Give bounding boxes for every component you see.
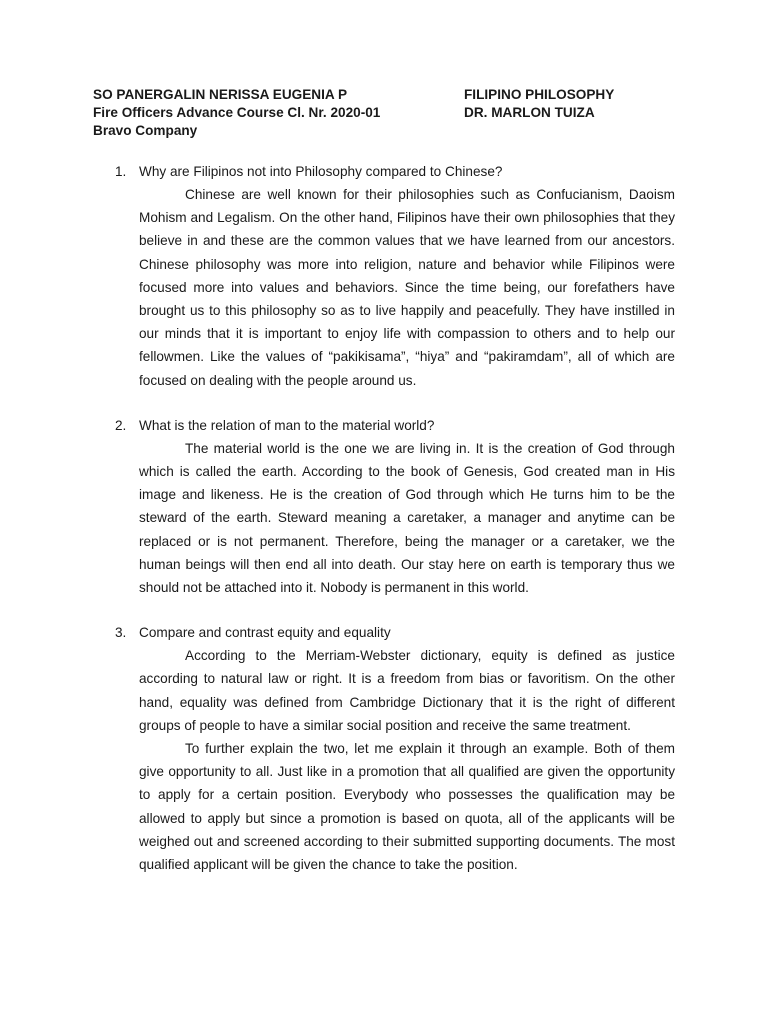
subject-title: FILIPINO PHILOSOPHY — [464, 87, 615, 102]
question-heading — [115, 621, 675, 644]
question-text: Why are Filipinos not into Philosophy compared to Chinese? — [139, 164, 503, 179]
instructor-name: DR. MARLON TUIZA — [464, 105, 595, 120]
question-block-1 — [115, 160, 675, 392]
question-number: 2. — [115, 417, 127, 433]
question-block-3 — [115, 621, 675, 876]
student-name: SO PANERGALIN NERISSA EUGENIA P — [93, 87, 348, 102]
section-spacer — [115, 392, 675, 414]
answer-paragraph: To further explain the two, let me explain it through an example. Both of them give opportunity to all. Just like in a promotion that all qualified are given the opportunity to apply for a certain position. Everybody who possesses the qualification may be allowed to apply but since a promotion is based on quota, all of the applicants will be weighed out and screened according to their submitted supporting documents. The most qualified applicant will be given the chance to take the position. — [139, 741, 675, 873]
question-number: 3. — [115, 625, 127, 641]
header-row-3 — [93, 122, 693, 140]
header-row-1 — [93, 86, 693, 104]
question-number: 1. — [115, 164, 127, 179]
question-text: Compare and contrast equity and equality — [139, 625, 391, 641]
answer-paragraph: The material world is the one we are living in. It is the creation of God through which is called the earth. According to the book of Genesis, God created man in His image and likeness. He is the creation of God through which He turns him to be the steward of the earth. Steward meaning a caretaker, a manager and anytime can be replaced or is not permanent. Therefore, being the manager or a caretaker, we the human beings will then end all into death. Our stay here on earth is temporary thus we should not be attached into it. Nobody is permanent in this world. — [139, 440, 675, 596]
document-body — [115, 160, 675, 876]
question-block-2 — [115, 414, 675, 599]
answer-paragraph: According to the Merriam-Webster dictionary, equity is defined as justice according to natural law or right. It is a freedom from bias or favoritism. On the other hand, equality was defined from Cambridge Dictionary that it is the right of different groups of people to have a similar social position and receive the same treatment. — [139, 648, 675, 733]
company-name: Bravo Company — [93, 123, 198, 138]
header-row-2 — [93, 104, 693, 122]
question-heading — [115, 414, 675, 437]
answer-paragraph: Chinese are well known for their philosophies such as Confucianism, Daoism Mohism and Legalism. On the other hand, Filipinos have their own philosophies that they believe in and these are the common values that we have learned from our ancestors. Chinese philosophy was more into religion, nature and behavior while Filipinos were focused more into values and behaviors. Since the time being, our forefathers have brought us to this philosophy so as to live happily and peacefully. They have instilled in our minds that it is important to enjoy life with compassion to others and to help our fellowmen. Like the values of “pakikisama”, “hiya” and “pakiramdam”, all of which are focused on dealing with the people around us. — [139, 187, 675, 388]
document-header — [93, 86, 693, 140]
question-text: What is the relation of man to the material world? — [139, 417, 435, 433]
course-name: Fire Officers Advance Course Cl. Nr. 2020-01 — [93, 105, 381, 120]
section-spacer — [115, 599, 675, 621]
question-heading — [115, 160, 675, 183]
